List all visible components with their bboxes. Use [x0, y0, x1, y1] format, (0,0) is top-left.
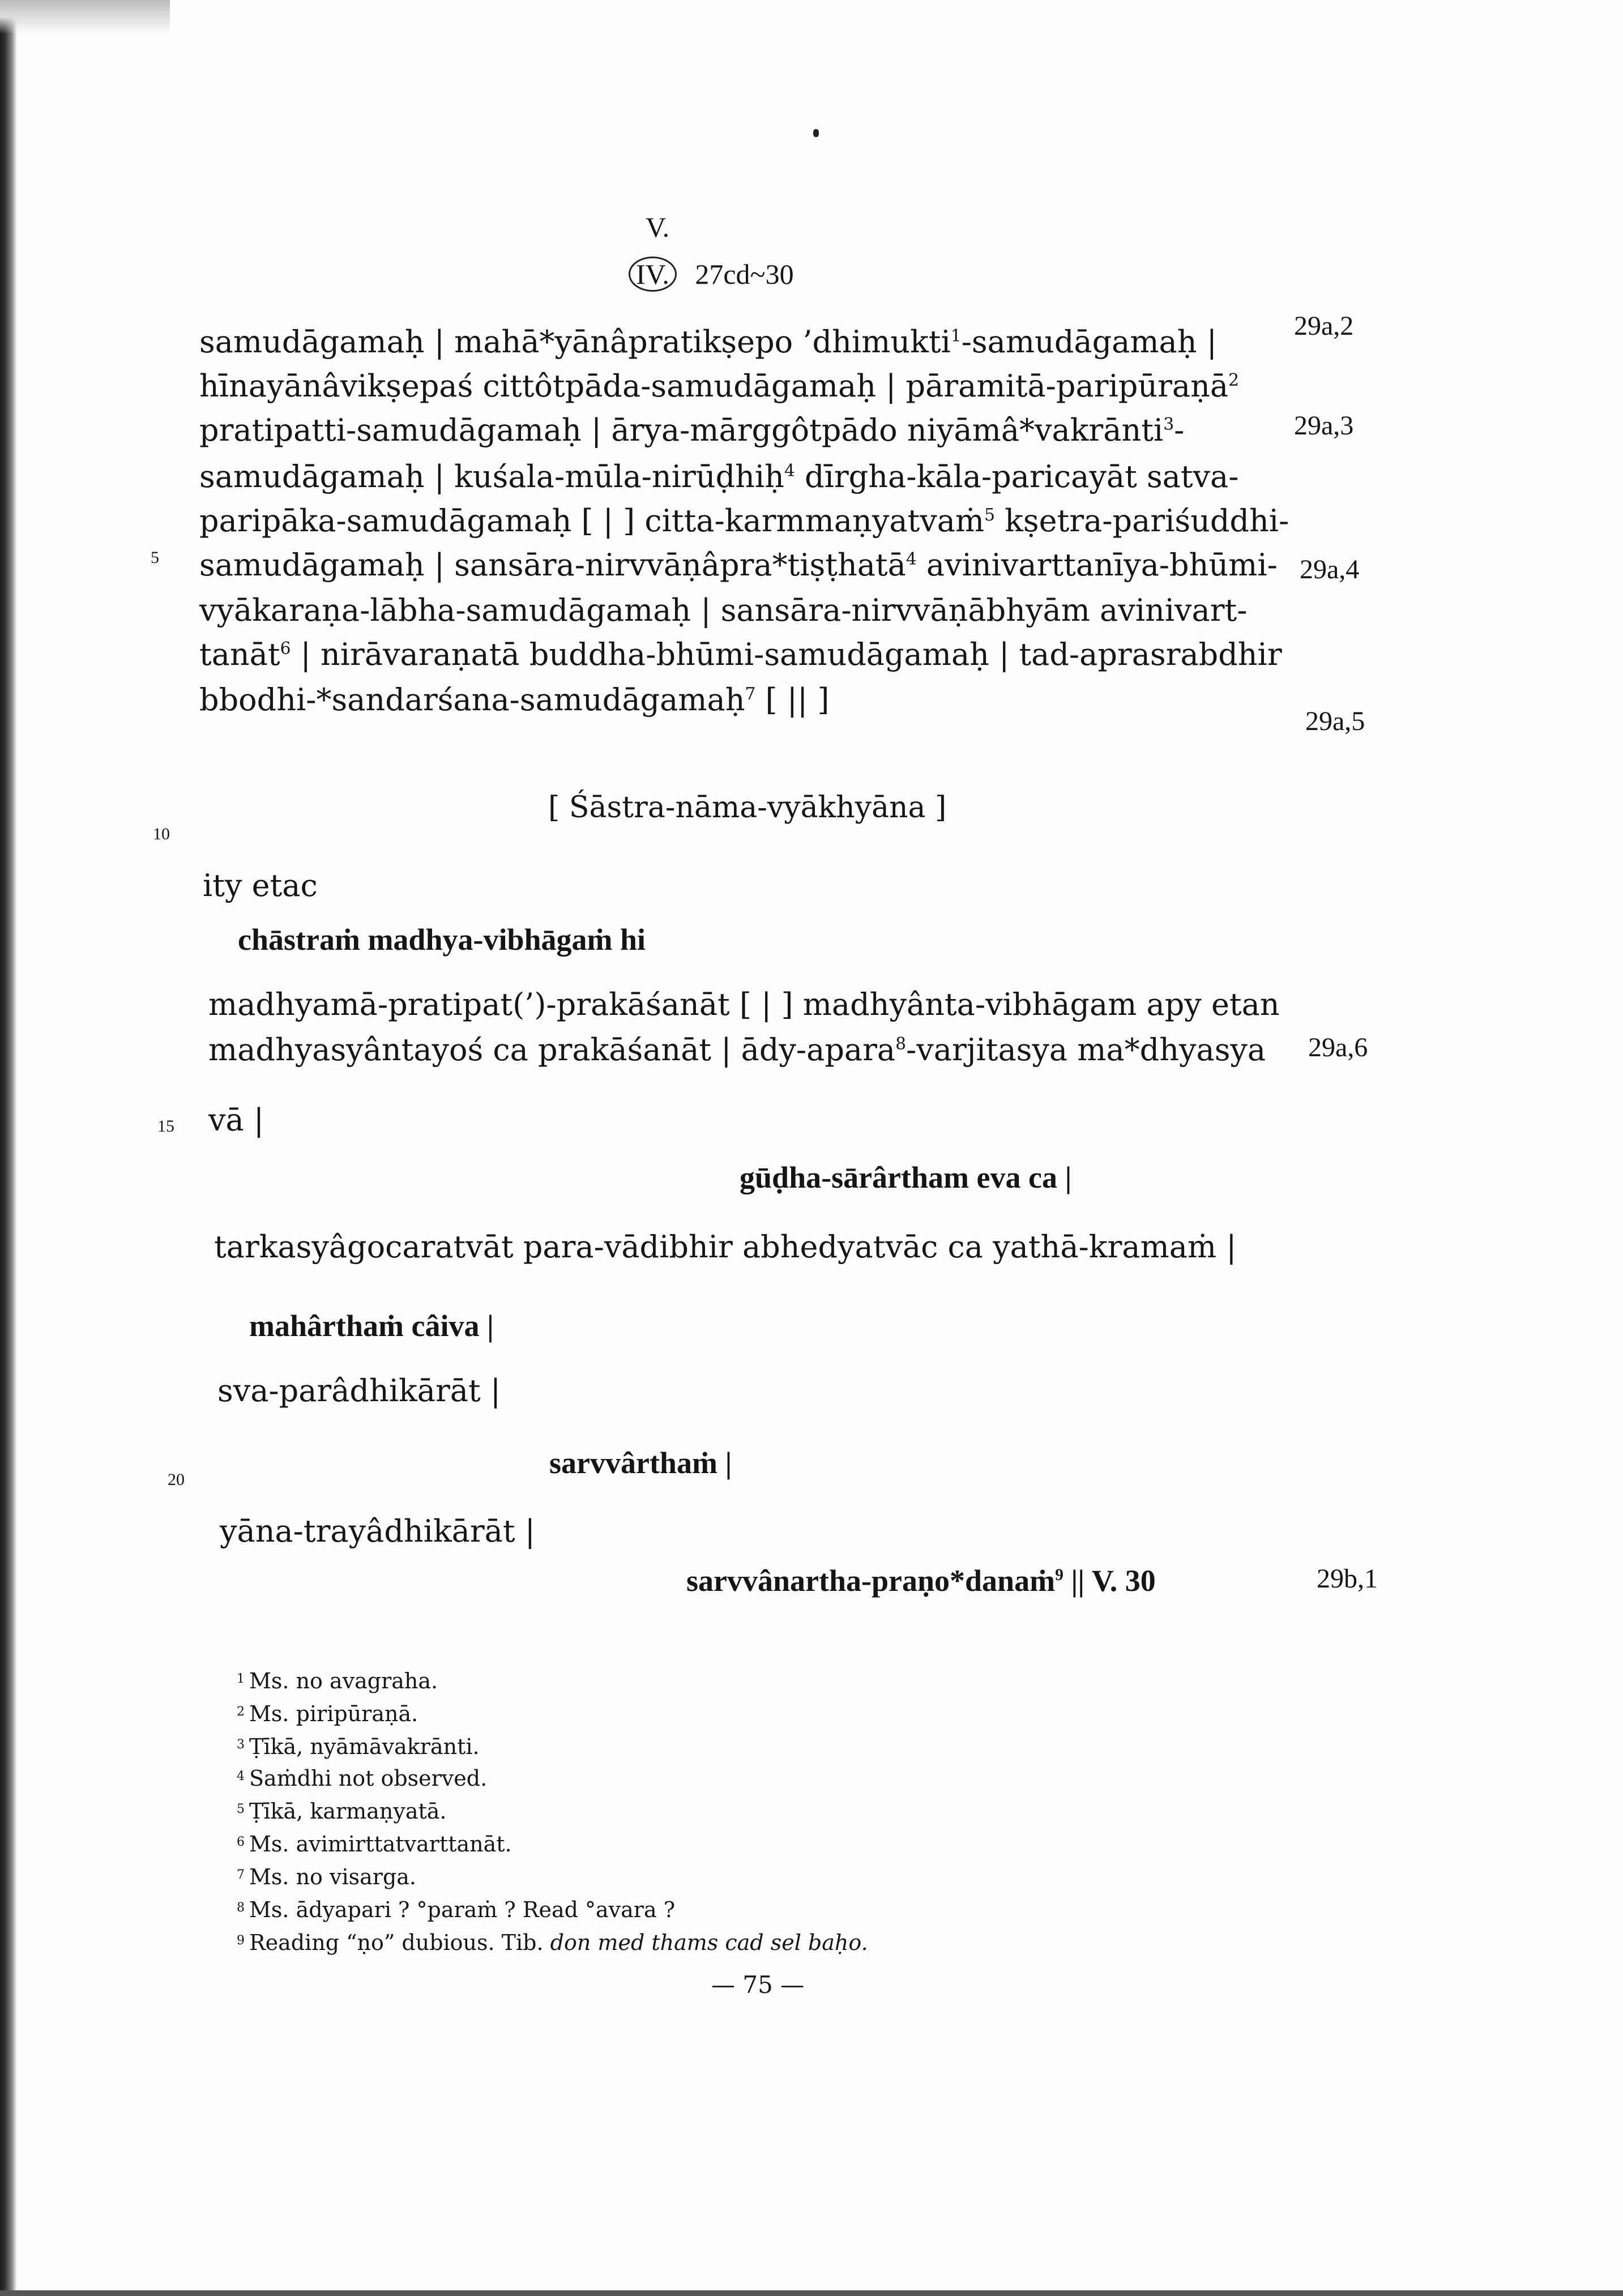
body-line: samudāgamaḥ | kuśala-mūla-nirūḍhiḥ$^4$ dīrgha-kāla-paricayāt satva-: [199, 459, 1239, 494]
line-number: 20: [168, 1470, 185, 1489]
scan-edge-top: [0, 0, 170, 34]
footnote-text: Ṭīkā, nyāmāvakrānti.: [249, 1734, 480, 1759]
footnote-text: Ms. no visarga.: [249, 1864, 417, 1889]
footnote: [237, 1799, 447, 1824]
scan-edge-left: [0, 0, 17, 2296]
verse-line: chāstraṁ madhya-vibhāgaṁ hi: [238, 923, 646, 957]
verse-line: mahârthaṁ câiva |: [249, 1309, 494, 1343]
body-line: vā |: [208, 1102, 264, 1138]
page-number: — 75 —: [711, 1971, 805, 1999]
body-line: sva-parâdhikārāt |: [217, 1373, 501, 1409]
margin-ref: 29a,3: [1294, 411, 1354, 441]
body-line: madhyasyântayoś ca prakāśanāt | ādy-apara$^8$-varjitasya ma*dhyasya: [208, 1032, 1266, 1068]
body-line: tanāt$^6$ | nirāvaraṇatā buddha-bhūmi-samudāgamaḥ | tad-aprasrabdhir: [199, 637, 1282, 672]
line-number: 15: [157, 1117, 174, 1136]
footnote: [237, 1701, 418, 1726]
footnote-text: Ms. avimirttatvarttanāt.: [249, 1832, 512, 1857]
footnote-number: 3: [237, 1738, 245, 1752]
footnote-text: Ms. piripūraṇā.: [249, 1701, 418, 1726]
footnote-number: 2: [237, 1705, 245, 1719]
margin-ref: 29a,2: [1294, 311, 1354, 341]
verse-range: 27cd~30: [695, 258, 794, 290]
body-line: tarkasyâgocaratvāt para-vādibhir abhedyatvāc ca yathā-kramaṁ |: [214, 1229, 1237, 1265]
margin-ref: 29a,5: [1305, 706, 1365, 736]
body-line: samudāgamaḥ | sansāra-nirvvāṇâpra*tiṣṭhatā$^4$ avinivarttanīya-bhūmi-: [199, 547, 1278, 583]
footnote: [237, 1832, 512, 1857]
footnote-text: Reading “ṇo” dubious. Tib. don med thams cad sel baḥo.: [249, 1930, 868, 1955]
verse-line: gūḍha-sārârtham eva ca |: [740, 1160, 1072, 1194]
footnote: [237, 1864, 417, 1889]
verse-line: sarvvânartha-praṇo*danaṁ$^9$ || V. 30: [686, 1564, 1156, 1598]
body-line: yāna-trayâdhikārāt |: [220, 1513, 535, 1549]
footnote-number: 6: [237, 1835, 245, 1849]
footnote-number: 8: [237, 1901, 245, 1915]
body-line: madhyamā-pratipat(’)-prakāśanāt [ | ] madhyânta-vibhāgam apy etan: [208, 987, 1280, 1022]
verse-line: sarvvârthaṁ |: [549, 1446, 732, 1480]
line-number: 10: [153, 825, 170, 843]
scan-edge-bottom: [0, 2290, 1623, 2296]
body-line: paripāka-samudāgamaḥ [ | ] citta-karmmaṇyatvaṁ$^5$ kṣetra-pariśuddhi-: [199, 503, 1289, 539]
line-number: 5: [151, 548, 159, 567]
footnote: [237, 1766, 488, 1791]
margin-ref: 29a,4: [1300, 554, 1360, 584]
footnote-text: Saṁdhi not observed.: [249, 1766, 488, 1791]
margin-ref: 29b,1: [1317, 1564, 1378, 1594]
footnote-number: 9: [237, 1934, 245, 1948]
footnote: [237, 1897, 676, 1922]
footnote-number: 7: [237, 1868, 245, 1882]
footnote: [237, 1734, 480, 1759]
footnote-number: 5: [237, 1802, 245, 1816]
header-mark: V.: [646, 211, 670, 243]
footnote: [237, 1668, 438, 1693]
footnote-text: Ṭīkā, karmaṇyatā.: [249, 1799, 447, 1824]
footnote-number: 4: [237, 1769, 245, 1783]
chapter-number: IV.: [629, 257, 677, 292]
body-line: bbodhi-*sandarśana-samudāgamaḥ$^7$ [ || ]: [199, 682, 830, 718]
body-line: vyākaraṇa-lābha-samudāgamaḥ | sansāra-nirvvāṇābhyām avinivart-: [199, 592, 1248, 628]
chapter-heading: [629, 258, 794, 291]
margin-ref: 29a,6: [1308, 1032, 1368, 1062]
footnote: [237, 1930, 868, 1955]
footnote-text: Ms. no avagraha.: [249, 1668, 438, 1693]
footnote-text: Ms. ādyapari ? °paraṁ ? Read °avara ?: [249, 1897, 676, 1922]
section-heading: [ Śāstra-nāma-vyākhyāna ]: [548, 791, 947, 825]
ink-dot: [813, 129, 819, 137]
body-line: hīnayānâvikṣepaś cittôtpāda-samudāgamaḥ | pāramitā-paripūraṇā$^2$: [199, 368, 1239, 404]
body-line: pratipatti-samudāgamaḥ | ārya-mārggôtpādo niyāmâ*vakrānti$^3$-: [199, 412, 1185, 448]
footnote-number: 1: [237, 1672, 245, 1686]
body-line: samudāgamaḥ | mahā*yānâpratikṣepo ’dhimukti$^1$-samudāgamaḥ |: [199, 324, 1217, 360]
body-line: ity etac: [203, 868, 318, 903]
